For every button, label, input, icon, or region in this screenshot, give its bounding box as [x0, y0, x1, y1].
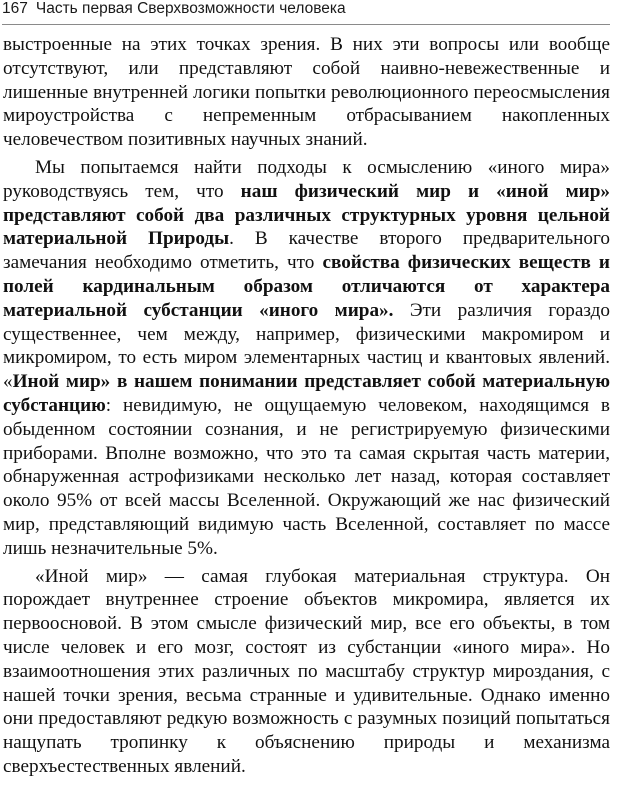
paragraph-3 [3, 565, 610, 779]
text-run: выстроенные на этих точках зрения. В них эти вопросы или вообще отсутствуют, или представляют собой наивно-невежественные и лишенные внутренней логики попытки революционного переосмысления мироустройства с непременным отбрасыванием накопленных человечеством позитивных научных знаний. [3, 34, 610, 151]
running-title: Часть первая Сверхвозможности человека [35, 0, 346, 17]
emphasis-run: свойства физических веществ и полей кардинальным образом отличаются от характера материальной субстанции «иного мира». [3, 252, 610, 321]
text-run: Мы попытаемся найти подходы к осмыслению «иного мира» руководствуясь тем, что [3, 156, 610, 202]
running-header [2, 0, 610, 25]
paragraph-1 [3, 33, 610, 152]
page-number: 167 [2, 0, 28, 17]
emphasis-run: Иной мир» в нашем понимании представляет собой материальную субстанцию [3, 371, 610, 416]
text-run: Эти различия гораздо существеннее, чем между, например, физическими макромиром и микромиром, то есть миром элементарных частиц и квантовых явлений. « [3, 299, 610, 393]
text-run: : невидимую, не ощущаемую человеком, находящимся в обыденном состоянии сознания, и не регистрируемую физическими приборами. Вполне возможно, что это та самая скрытая часть материи, обнаруженная астрофизиками несколько лет назад, которая составляет около 95% от всей массы Вселенной. Окружающий же нас физический мир, представляющий видимую часть Вселенной, составляет по массе лишь незначительные 5%. [3, 394, 610, 559]
text-run: «Иной мир» — самая глубокая материальная структура. Он порождает внутреннее строение объектов микромира, является их первоосновой. В этом смысле физический мир, все его объекты, в том числе человек и его мозг, состоят из субстанции «иного мира». Но взаимоотношения этих различных по масштабу структур мироздания, с нашей точки зрения, весьма странные и удивительные. Однако именно они предоставляют редкую возможность с разумных позиций попытаться нащупать тропинку к объяснению природы и механизма сверхъестественных явлений. [3, 565, 610, 777]
paragraph-2 [3, 156, 610, 561]
text-run: . В качестве второго предварительного замечания необходимо отметить, что [3, 228, 610, 274]
emphasis-run: наш физический мир и «иной мир» представляют собой два различных структурных уровня цельной материальной Природы [3, 180, 611, 250]
body-text [3, 33, 610, 779]
